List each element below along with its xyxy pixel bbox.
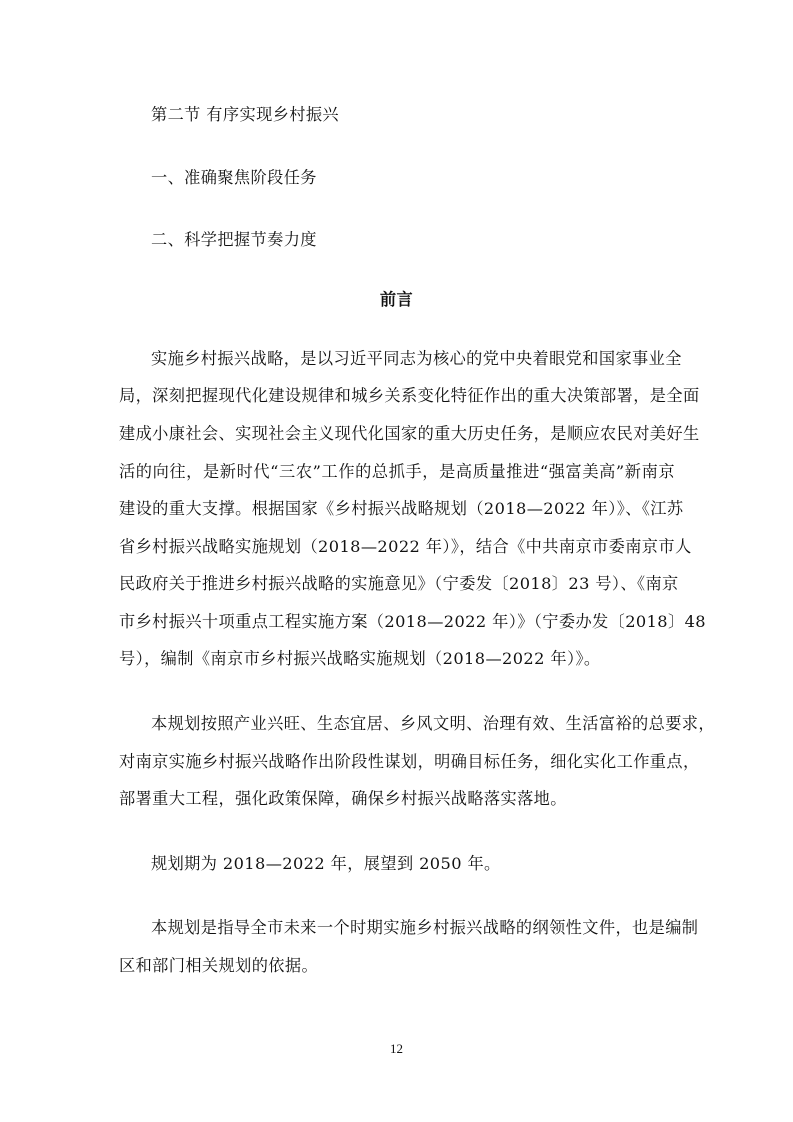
paragraph-1-line: 民政府关于推进乡村振兴战略的实施意见》（宁委发〔2018〕23 号）、《南京 [119, 574, 679, 593]
paragraph-4-line: 本规划是指导全市未来一个时期实施乡村振兴战略的纲领性文件，也是编制 [151, 918, 699, 937]
toc-section-title: 第二节 有序实现乡村振兴 [151, 105, 340, 124]
paragraph-2-line: 对南京实施乡村振兴战略作出阶段性谋划，明确目标任务，细化实化工作重点， [119, 752, 700, 771]
page-number: 12 [390, 1041, 403, 1056]
paragraph-1-line: 实施乡村振兴战略，是以习近平同志为核心的党中央着眼党和国家事业全 [151, 349, 682, 368]
paragraph-1-line: 号），编制《南京市乡村振兴战略实施规划（2018—2022 年）》。 [119, 649, 601, 668]
paragraph-2-line: 部署重大工程，强化政策保障，确保乡村振兴战略落实落地。 [119, 789, 567, 808]
preface-heading: 前言 [379, 290, 414, 309]
paragraph-1-line: 活的向往，是新时代“三农”工作的总抓手，是高质量推进“强富美高”新南京 [119, 462, 675, 481]
paragraph-2-line: 本规划按照产业兴旺、生态宜居、乡风文明、治理有效、生活富裕的总要求， [151, 714, 715, 733]
paragraph-3-line: 规划期为 2018—2022 年，展望到 2050 年。 [151, 854, 501, 873]
paragraph-1-line: 市乡村振兴十项重点工程实施方案（2018—2022 年）》（宁委办发〔2018〕48 [119, 612, 706, 631]
toc-item-1: 一、准确聚焦阶段任务 [151, 168, 317, 187]
paragraph-1-line: 建设的重大支撑。根据国家《乡村振兴战略规划（2018—2022 年）》、《江苏 [119, 499, 684, 518]
paragraph-1-line: 建成小康社会、实现社会主义现代化国家的重大历史任务，是顺应农民对美好生 [119, 424, 700, 443]
paragraph-1-line: 省乡村振兴战略实施规划（2018—2022 年）》，结合《中共南京市委南京市人 [119, 537, 692, 556]
paragraph-4-line: 区和部门相关规划的依据。 [119, 956, 319, 975]
toc-item-2: 二、科学把握节奏力度 [151, 230, 317, 249]
paragraph-1-line: 局，深刻把握现代化建设规律和城乡关系变化特征作出的重大决策部署，是全面 [119, 386, 700, 405]
